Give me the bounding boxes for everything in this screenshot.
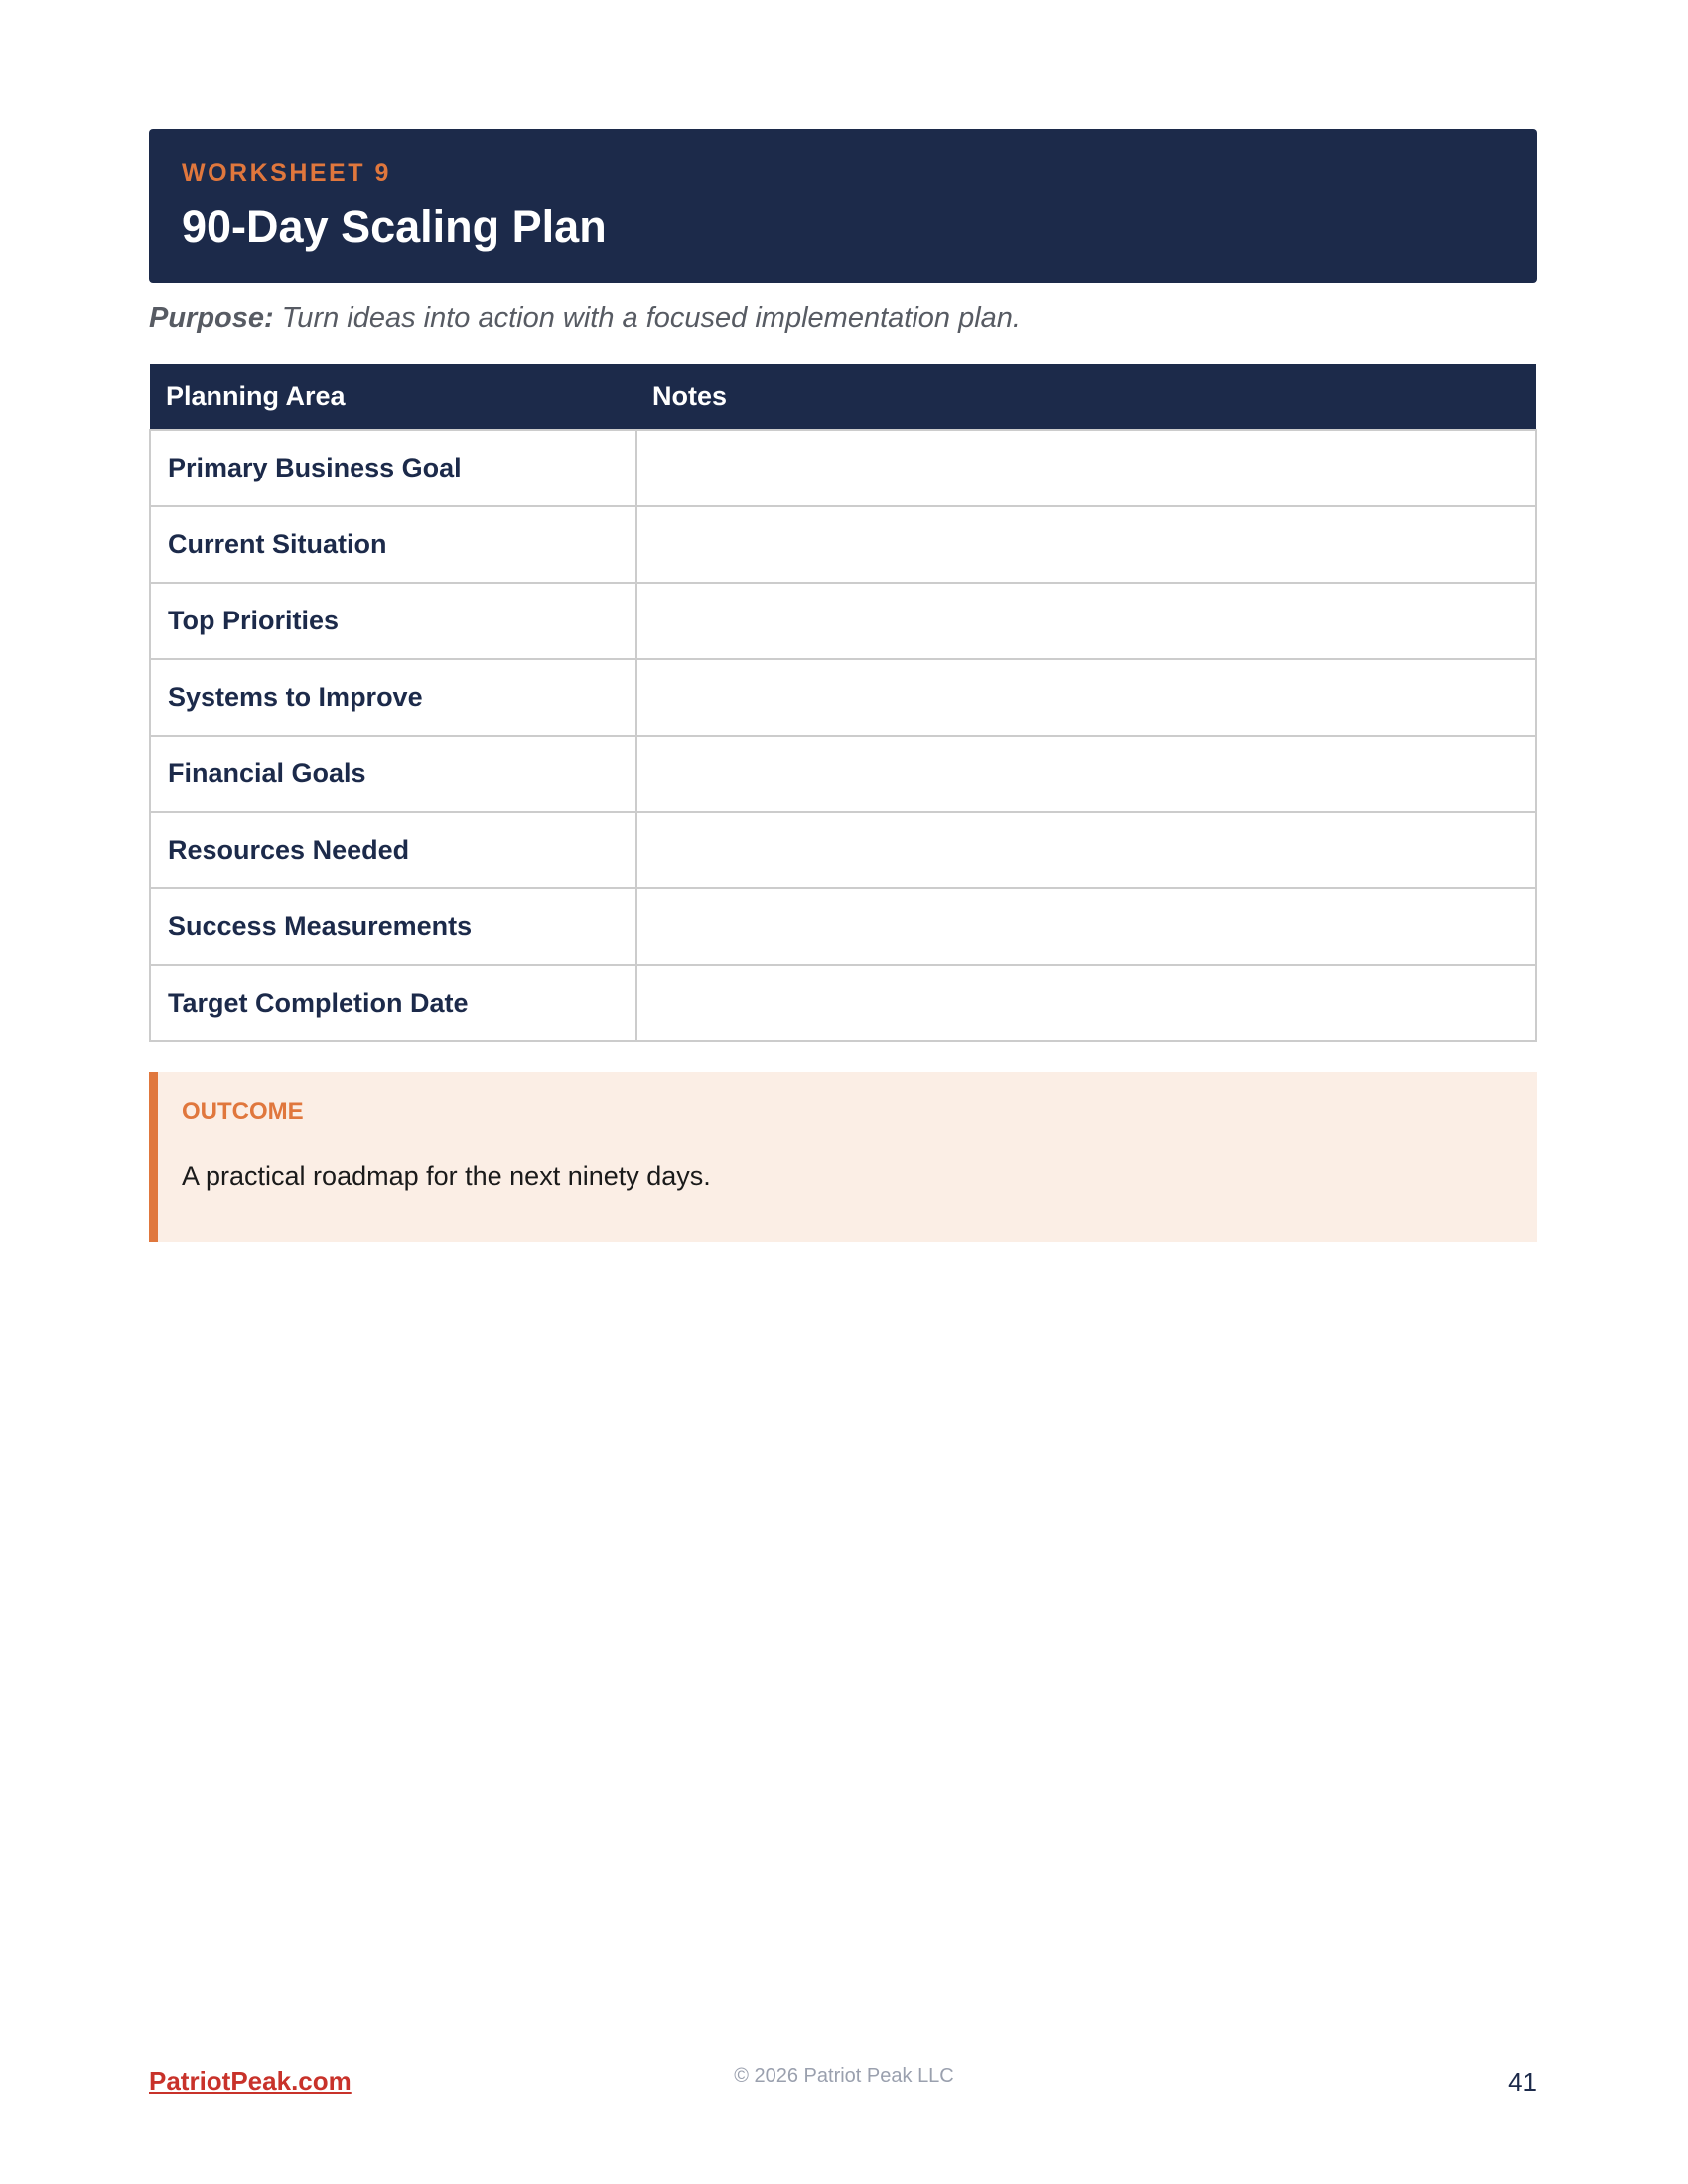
notes-cell[interactable] [636, 506, 1536, 583]
purpose-lead: Purpose: [149, 302, 274, 334]
planning-area-cell: Financial Goals [150, 736, 636, 812]
table-row [150, 430, 1536, 506]
table-header-row [150, 364, 1536, 430]
worksheet-header [149, 129, 1537, 283]
table-row [150, 812, 1536, 888]
outcome-label: OUTCOME [182, 1098, 304, 1125]
table-row [150, 736, 1536, 812]
notes-cell[interactable] [636, 736, 1536, 812]
notes-cell[interactable] [636, 659, 1536, 736]
purpose-text: Turn ideas into action with a focused implementation plan. [281, 302, 1021, 334]
planning-area-cell: Success Measurements [150, 888, 636, 965]
column-header-notes: Notes [636, 364, 1536, 430]
planning-area-cell: Primary Business Goal [150, 430, 636, 506]
planning-area-cell: Top Priorities [150, 583, 636, 659]
page-title: 90-Day Scaling Plan [182, 202, 607, 252]
notes-cell[interactable] [636, 888, 1536, 965]
website-link[interactable]: PatriotPeak.com [149, 2066, 352, 2096]
notes-cell[interactable] [636, 965, 1536, 1041]
planning-area-cell: Target Completion Date [150, 965, 636, 1041]
page-number: 41 [1508, 2067, 1537, 2097]
table-row [150, 506, 1536, 583]
planning-table [149, 364, 1537, 1042]
table-row [150, 659, 1536, 736]
purpose-statement [149, 302, 1021, 335]
table-row [150, 583, 1536, 659]
planning-area-cell: Current Situation [150, 506, 636, 583]
outcome-callout [149, 1072, 1537, 1242]
worksheet-number: WORKSHEET 9 [182, 159, 391, 187]
copyright-notice: © 2026 Patriot Peak LLC [734, 2065, 954, 2087]
notes-cell[interactable] [636, 583, 1536, 659]
notes-cell[interactable] [636, 812, 1536, 888]
table-row [150, 888, 1536, 965]
notes-cell[interactable] [636, 430, 1536, 506]
outcome-text: A practical roadmap for the next ninety days. [182, 1161, 711, 1191]
column-header-planning-area: Planning Area [150, 364, 636, 430]
planning-area-cell: Systems to Improve [150, 659, 636, 736]
table-row [150, 965, 1536, 1041]
planning-area-cell: Resources Needed [150, 812, 636, 888]
